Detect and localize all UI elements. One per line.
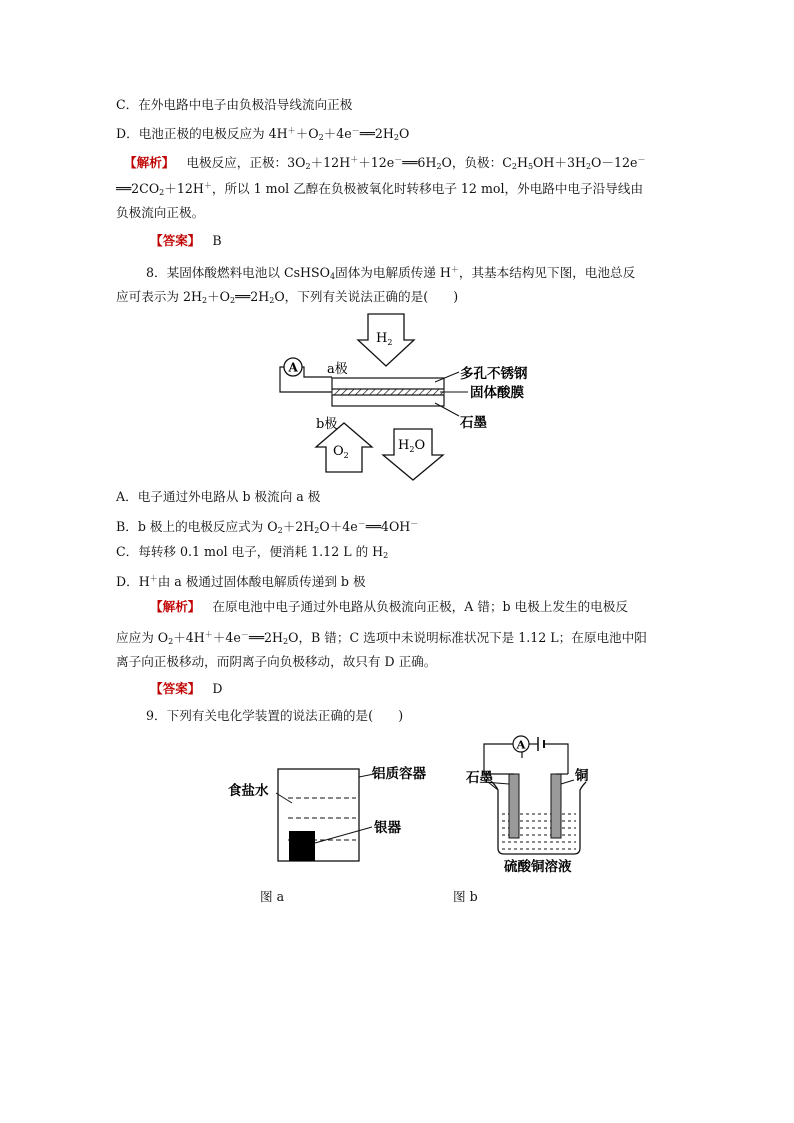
b-pole-label: b极	[316, 417, 338, 432]
h2o-arrow	[383, 429, 443, 480]
brine-label: 食盐水	[228, 783, 269, 799]
porous-steel-layer	[332, 378, 444, 389]
q7-option-c: C．在外电路中电子由负极沿导线流向正极	[116, 97, 353, 112]
q7-analysis-line3: 负极流向正极。	[116, 205, 205, 220]
analysis-tag: 【解析】	[150, 599, 201, 614]
porous-steel-label: 多孔不锈钢	[460, 366, 528, 382]
q9-figure-a	[222, 760, 444, 870]
figure-a-caption: 图 a	[260, 889, 285, 904]
graphite-layer	[332, 395, 444, 406]
answer-tag: 【答案】	[150, 681, 201, 696]
q8-option-d: D．H＋由 a 极通过固体酸电解质传递到 b 极	[116, 574, 366, 589]
copper-label: 铜	[575, 768, 589, 784]
q8-answer: 【答案】 D	[150, 681, 223, 696]
silver-label: 银器	[374, 820, 401, 836]
answer-tag: 【答案】	[150, 233, 201, 248]
svg-text:A: A	[288, 360, 298, 375]
graphite-label: 石墨	[460, 415, 487, 431]
membrane-label: 固体酸膜	[470, 385, 524, 401]
q8-option-c: C．每转移 0.1 mol 电子，便消耗 1.12 L 的 $H_2$	[116, 544, 389, 560]
svg-text:A: A	[516, 737, 526, 752]
q9-stem: 9．下列有关电化学装置的说法正确的是( )	[146, 708, 404, 723]
solution-label: 硫酸铜溶液	[504, 859, 572, 875]
q8-option-b: B．b 极上的电极反应式为 $O_2+2H_2O+4e^-══4OH^-$	[116, 519, 419, 535]
silver-object	[289, 831, 315, 861]
graphite-label: 石墨	[466, 770, 493, 786]
q8-stem-line2: 应可表示为 $2H_2+O_2══2H_2O$，下列有关说法正确的是( )	[116, 289, 459, 305]
analysis-tag: 【解析】	[124, 155, 175, 170]
q8-stem-line1: 8．某固体酸燃料电池以 CsHSO$_4$固体为电解质传递 H＋，其基本结构见下图，电池总反	[146, 265, 636, 281]
copper-electrode	[551, 774, 561, 838]
q7-analysis-line1: 【解析】 电极反应，正极：$3O_2+12H^++12e^-══6H_2O$，负极：$C_2H_5OH+3H_2O-12e^-$	[124, 155, 646, 171]
o2-label: $O_2$	[333, 444, 349, 460]
q8-analysis-line2: 应应为 $O_2+4H^++4e^-══2H_2O$，B 错；C 选项中未说明标准状况下是 1.12 L；在原电池中阳	[116, 630, 647, 646]
beaker	[492, 782, 586, 854]
q9-figure-b	[462, 732, 602, 878]
h2o-label: $H_2O$	[398, 438, 426, 454]
q7-option-d: D．电池正极的电极反应为 $4H^++O_2+4e^-══2H_2O$	[116, 126, 410, 142]
h2-label: $H_2$	[376, 331, 393, 347]
q8-analysis-line3: 离子向正极移动，而阴离子向负极移动，故只有 D 正确。	[116, 654, 437, 669]
q8-option-a: A．电子通过外电路从 b 极流向 a 极	[116, 489, 321, 504]
solid-acid-membrane	[332, 389, 444, 395]
q8-analysis-line1: 【解析】 在原电池中电子通过外电路从负极流向正极，A 错；b 电极上发生的电极反	[150, 599, 628, 614]
graphite-electrode	[509, 774, 519, 838]
q8-fuel-cell-diagram	[270, 310, 550, 485]
q7-answer: 【答案】 B	[150, 233, 222, 248]
aluminum-container-label: 铝质容器	[372, 766, 426, 782]
a-pole-label: a极	[327, 362, 348, 377]
figure-b-caption: 图 b	[453, 889, 478, 904]
q7-analysis-line2: $══2CO_2+12H^+$，所以 1 mol 乙醇在负极被氧化时转移电子 12 mol，外电路中电子沿导线由	[116, 181, 644, 197]
